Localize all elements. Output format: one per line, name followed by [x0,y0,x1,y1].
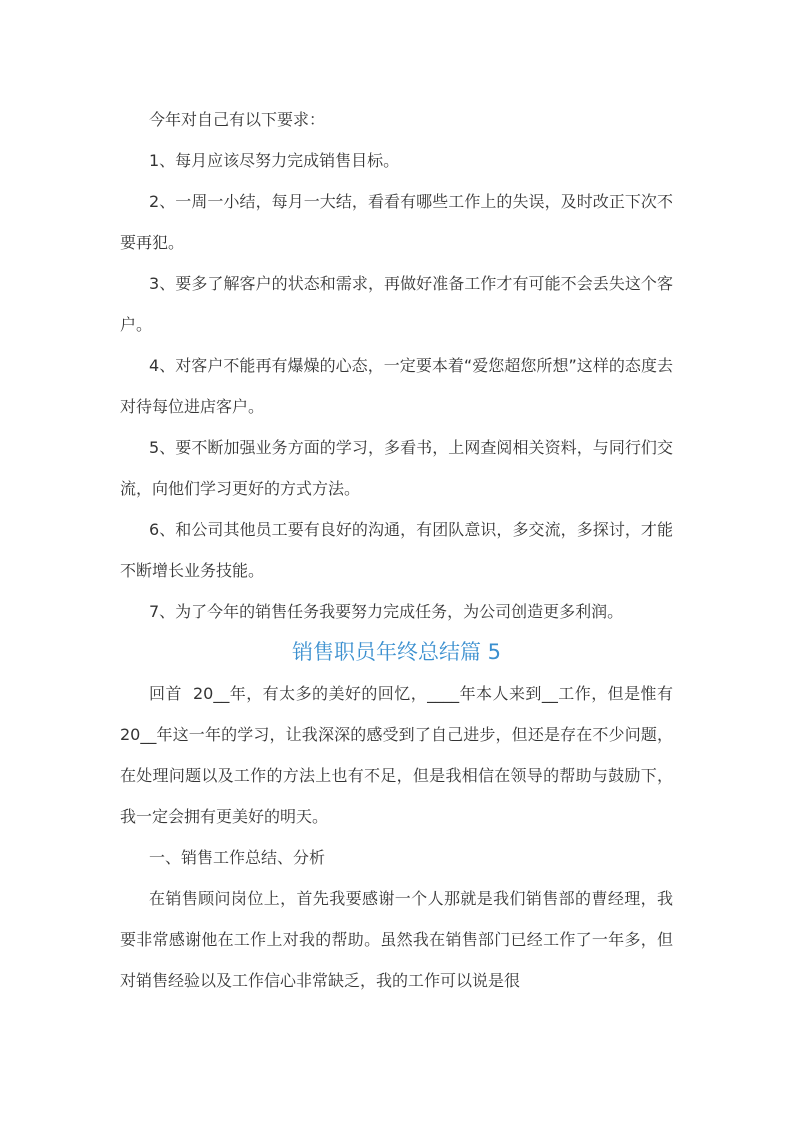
paragraph-requirement-1: 1、每月应该尽努力完成销售目标。 [149,151,400,170]
document-body [120,99,684,1001]
paragraph-review-intro: 回首 20__年，有太多的美好的回忆，____年本人来到__工作，但是惟有 20__年这一年的学习，让我深深的感受到了自己进步，但还是存在不少问题，在处理问题以及工作的方法上也有不足，但是我相信在领导的帮助与鼓励下，我一定会拥有更美好的明天。 [120,684,684,826]
paragraph-requirement-7: 7、为了今年的销售任务我要努力完成任务，为公司创造更多利润。 [149,602,624,621]
section-heading: 销售职员年终总结篇 5 [291,640,502,664]
paragraph-requirement-2: 2、一周一小结，每月一大结，看看有哪些工作上的失误，及时改正下次不要再犯。 [120,192,673,252]
paragraph-requirements-intro: 今年对自己有以下要求： [149,110,326,129]
paragraph-requirement-5: 5、要不断加强业务方面的学习，多看书，上网查阅相关资料，与同行们交流，向他们学习更好的方式方法。 [120,438,673,498]
paragraph-requirement-4: 4、对客户不能再有爆燥的心态，一定要本着“爱您超您所想”这样的态度去对待每位进店客户。 [120,356,673,416]
paragraph-requirement-6: 6、和公司其他员工要有良好的沟通，有团队意识，多交流，多探讨，才能不断增长业务技能。 [120,520,673,580]
paragraph-requirement-3: 3、要多了解客户的状态和需求，再做好准备工作才有可能不会丢失这个客户。 [120,274,673,334]
paragraph-sales-consultant: 在销售顾问岗位上，首先我要感谢一个人那就是我们销售部的曹经理，我要非常感谢他在工作上对我的帮助。虽然我在销售部门已经工作了一年多，但对销售经验以及工作信心非常缺乏，我的工作可以说是很 [120,889,673,990]
paragraph-subheading-sales-summary: 一、销售工作总结、分析 [149,848,326,867]
